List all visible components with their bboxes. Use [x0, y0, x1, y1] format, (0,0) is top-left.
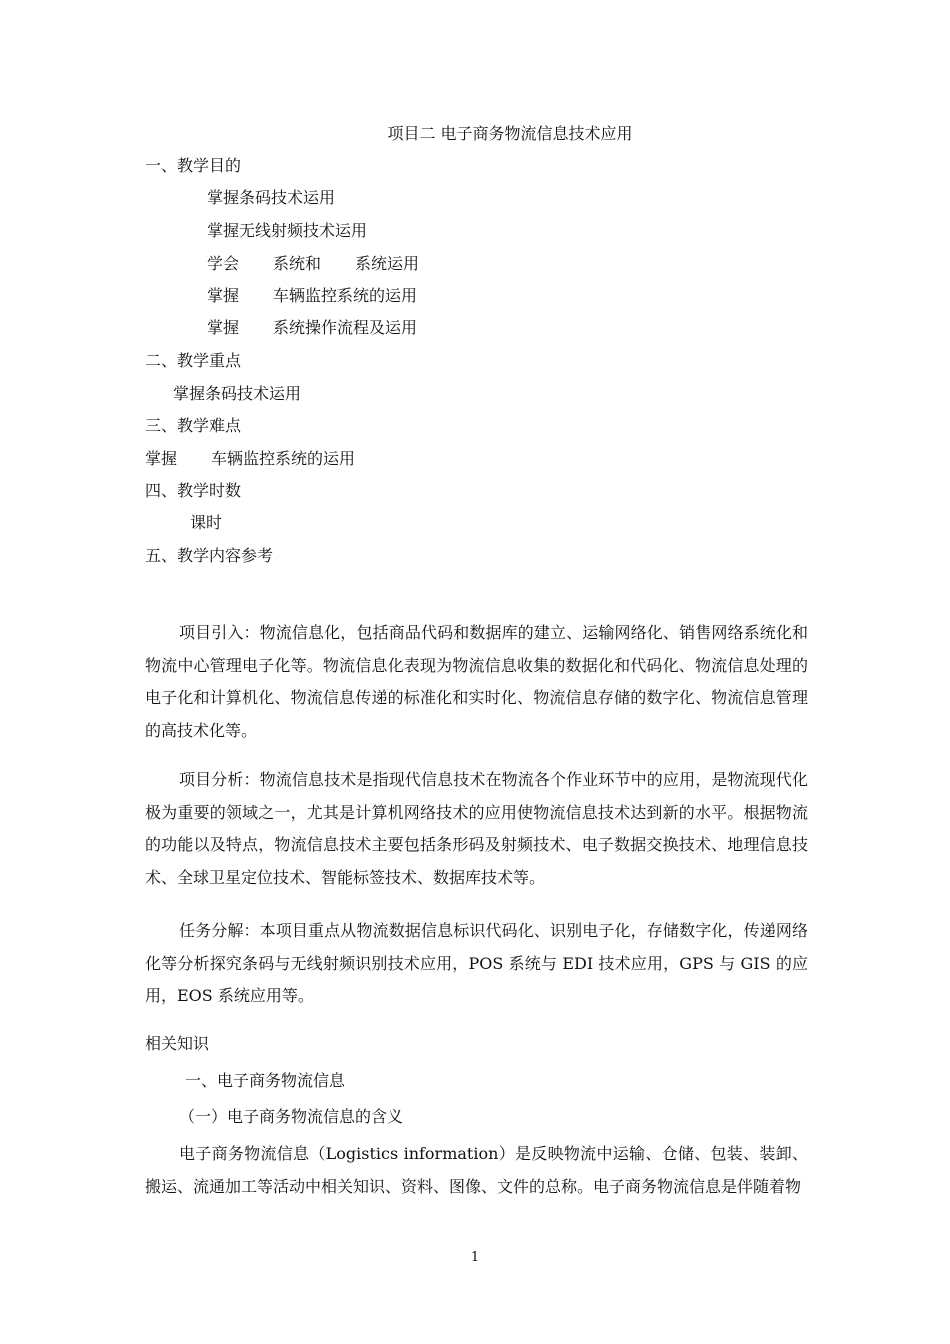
section-heading-difficulties: 三、教学难点 — [145, 416, 242, 435]
objective-item-2: 掌握无线射频技术运用 — [207, 221, 368, 240]
section-heading-hours: 四、教学时数 — [145, 481, 242, 500]
objective-item-3-a: 学会 — [207, 254, 240, 273]
objective-item-1: 掌握条码技术运用 — [207, 188, 336, 207]
key-point-text: 掌握条码技术运用 — [173, 384, 302, 403]
related-knowledge-heading: 相关知识 — [145, 1034, 210, 1053]
objective-item-3 — [207, 254, 419, 274]
objective-item-4-a: 掌握 — [207, 286, 240, 305]
difficulty-text-b: 车辆监控系统的运用 — [211, 449, 356, 468]
page-title: 项目二 电子商务物流信息技术应用 — [387, 124, 633, 143]
subheading-2: （一）电子商务物流信息的含义 — [179, 1107, 404, 1126]
paragraph-definition: 电子商务物流信息（Logistics information）是反映物流中运输、仓储、包装、装卸、搬运、流通加工等活动中相关知识、资料、图像、文件的总称。电子商务物流信息是伴随着物 — [145, 1144, 808, 1196]
objective-item-3-c: 系统运用 — [355, 254, 420, 273]
paragraph-intro: 项目引入：物流信息化，包括商品代码和数据库的建立、运输网络化、销售网络系统化和物流中心管理电子化等。物流信息化表现为物流信息收集的数据化和代码化、物流信息处理的电子化和计算机化、物流信息传递的标准化和实时化、物流信息存储的数字化、物流信息管理的高技术化等。 — [145, 623, 808, 740]
hours-text: 课时 — [190, 513, 223, 532]
section-heading-key-points: 二、教学重点 — [145, 351, 242, 370]
objective-item-4-b: 车辆监控系统的运用 — [273, 286, 418, 305]
objective-item-5-a: 掌握 — [207, 318, 240, 337]
objective-item-5 — [207, 318, 417, 338]
difficulty-text-a: 掌握 — [145, 449, 178, 468]
section-heading-objectives: 一、教学目的 — [145, 156, 242, 175]
objective-item-4 — [207, 286, 417, 306]
objective-item-3-b: 系统和 — [273, 254, 322, 273]
objective-item-5-b: 系统操作流程及运用 — [273, 318, 418, 337]
paragraph-analysis: 项目分析：物流信息技术是指现代信息技术在物流各个作业环节中的应用，是物流现代化极为重要的领域之一，尤其是计算机网络技术的应用使物流信息技术达到新的水平。根据物流的功能以及特点，物流信息技术主要包括条形码及射频技术、电子数据交换技术、地理信息技术、全球卫星定位技术、智能标签技术、数据库技术等。 — [145, 770, 808, 887]
paragraph-tasks: 任务分解：本项目重点从物流数据信息标识代码化、识别电子化，存储数字化，传递网络化等分析探究条码与无线射频识别技术应用，POS 系统与 EDI 技术应用，GPS 与 GIS 的应用，EOS 系统应用等。 — [145, 921, 808, 1005]
difficulty-text — [145, 449, 355, 469]
page-number: 1 — [470, 1250, 480, 1265]
section-heading-content: 五、教学内容参考 — [145, 546, 274, 565]
subheading-1: 一、电子商务物流信息 — [185, 1071, 346, 1090]
